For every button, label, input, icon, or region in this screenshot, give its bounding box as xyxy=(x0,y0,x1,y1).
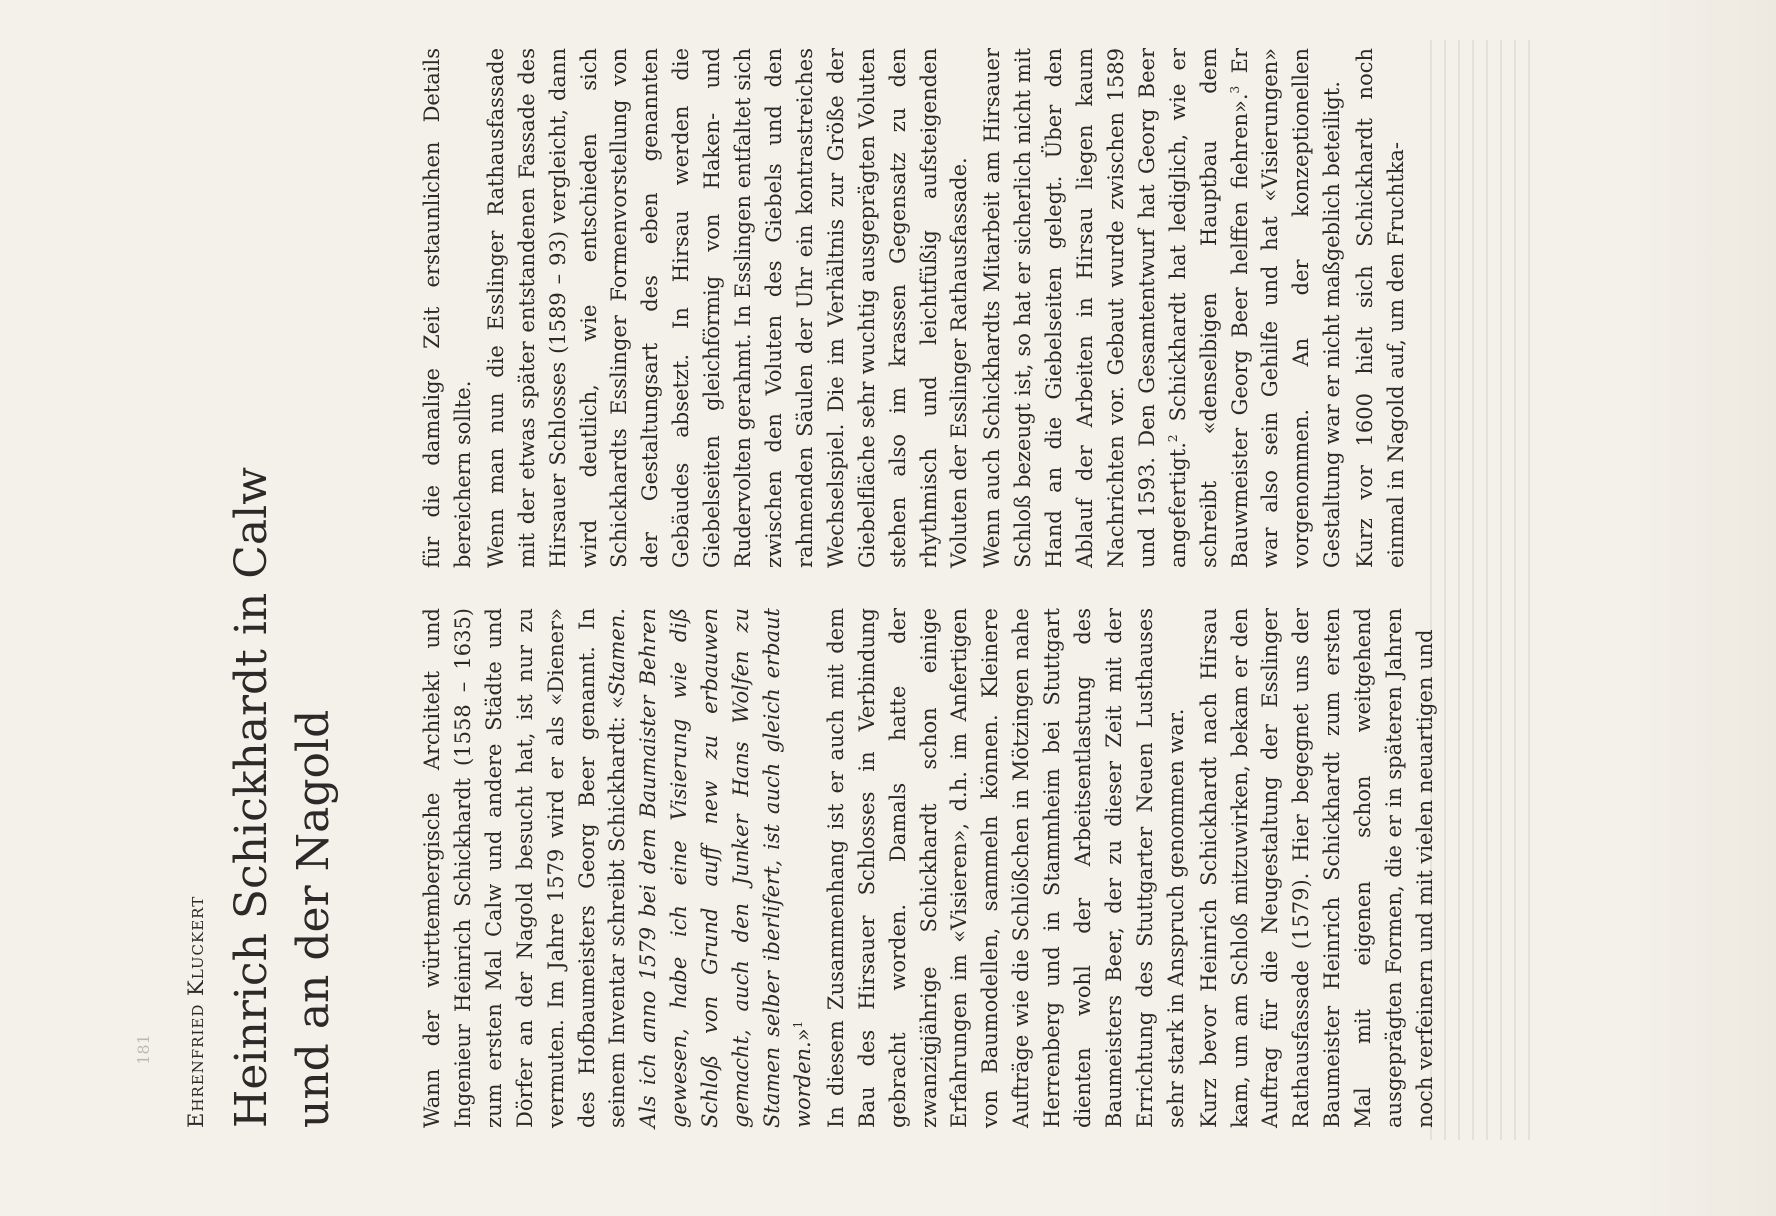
paragraph-6-middle: Schickhardt hat lediglich, wie er schreibt «denselbigen Hauptbau dem Bauwmeister Georg Beer helffen fiehren». xyxy=(1165,48,1252,568)
title-line-1: Heinrich Schickhardt in Calw xyxy=(226,467,277,1128)
article-title xyxy=(221,48,345,1128)
paragraph-1 xyxy=(417,608,819,1128)
footnote-ref-2: 2 xyxy=(1165,434,1180,443)
paragraph-2: In diesem Zusammenhang ist er auch mit dem Bau des Hirsauer Schlosses in Verbindung gebracht worden. Damals hatte der zwanzigjährige Schickhardt schon einige Erfahrungen im «Visieren», d.h. im Anfertigen von Baumodellen, sammeln können. Kleinere Aufträge wie die Schlößchen in Mötzingen nahe Herrenberg und in Stammheim bei Stuttgart dienten wohl der Arbeitsentlastung des Baumeisters Beer, der zu dieser Zeit mit der Errichtung des Stuttgarter Neuen Lusthauses sehr stark in Anspruch genommen war. xyxy=(823,608,1188,1128)
paragraph-5: Wenn man nun die Esslinger Rathausfassade mit der etwas später entstandenen Fassade des Hirsauer Schlosses (1589 – 93) vergleicht, dann wird deutlich, wie entschieden sich Schickhardts Esslinger Formenvorstellung von der Gestaltungsart des eben genannten Gebäudes absetzt. In Hirsau werden die Giebelseiten gleichförmig von Haken- und Rudervolten gerahmt. In Esslingen entfaltet sich zwischen den Voluten des Giebels und den rahmenden Säulen der Uhr ein kontrastreiches Wechselspiel. Die im Verhältnis zur Größe der Giebelfläche sehr wuchtig ausgeprägten Voluten stehen also im krassen Gegensatz zu den rhythmisch und leichtfüßig aufsteigenden Voluten der Esslinger Rathausfassade. xyxy=(483,48,972,568)
page-edge xyxy=(1616,0,1776,1216)
paragraph-7: Kurz vor 1600 hielt sich Schickhardt noch einmal in Nagold auf, um den Fruchtka- xyxy=(1353,48,1409,568)
footnote-ref-3: 3 xyxy=(1227,85,1242,94)
footnote-ref-1: 1 xyxy=(790,1020,805,1029)
title-line-2: und an der Nagold xyxy=(288,709,339,1128)
author-name: Ehrenfried Kluckert xyxy=(184,895,208,1128)
paragraph-6-start: Wenn auch Schickhardts Mitarbeit am Hirsauer Schloß bezeugt ist, so hat er sicherlich nicht mit Hand an die Giebelseiten gelegt. Über den Ablauf der Arbeiten in Hirsau liegen kaum Nachrichten vor. Gebaut wurde zwischen 1589 und 1593. Den Gesamtentwurf hat Georg Beer angefertigt. xyxy=(980,48,1190,568)
inventory-quote: Stamen. Als ich anno 1579 bei dem Baumaister Behren gewesen, habe ich eine Visierung wie diß Schloß von Grund auff new zu erbauwen gemacht, auch den Junker Hans Wolfen zu Stamen selber iberlifert, ist auch gleich erbaut worden. xyxy=(605,608,815,1128)
text-column-1 xyxy=(417,608,1441,1128)
paragraph-3: Kurz bevor Heinrich Schickhardt nach Hirsau kam, um am Schloß mitzuwirken, bekam er den Auftrag für die Neugestaltung der Esslinger Rathausfassade (1579). Hier begegnet uns der Baumeister Heinrich Schickhardt zum ersten Mal mit eigenen schon weitgehend ausgeprägten Formen, die er in späteren Jahren noch verfeinern und mit vielen neuartigen und xyxy=(1196,608,1437,1128)
quote-close: » xyxy=(790,1028,815,1042)
text-column-2 xyxy=(417,48,1412,568)
paragraph-6 xyxy=(977,48,1348,568)
page-number: 181 xyxy=(133,1034,153,1065)
paragraph-6-end: Er war also sein Gehilfe und hat «Visierungen» vorgenommen. An der konzeptionellen Gestaltung war er nicht maßgeblich beteiligt. xyxy=(1227,48,1345,568)
rotated-article xyxy=(183,48,1573,1128)
paragraph-1-intro: Wann der württembergische Architekt und Ingenieur Heinrich Schickhardt (1558 – 1635) zum ersten Mal Calw und andere Städte und Dörfer an der Nagold besucht hat, ist nur zu vermuten. Im Jahre 1579 wird er als «Diener» des Hofbaumeisters Georg Beer genannt. In seinem Inventar schreibt Schickhardt: « xyxy=(420,608,630,1128)
paragraph-4: für die damalige Zeit erstaunlichen Details bereichern sollte. xyxy=(420,48,475,568)
